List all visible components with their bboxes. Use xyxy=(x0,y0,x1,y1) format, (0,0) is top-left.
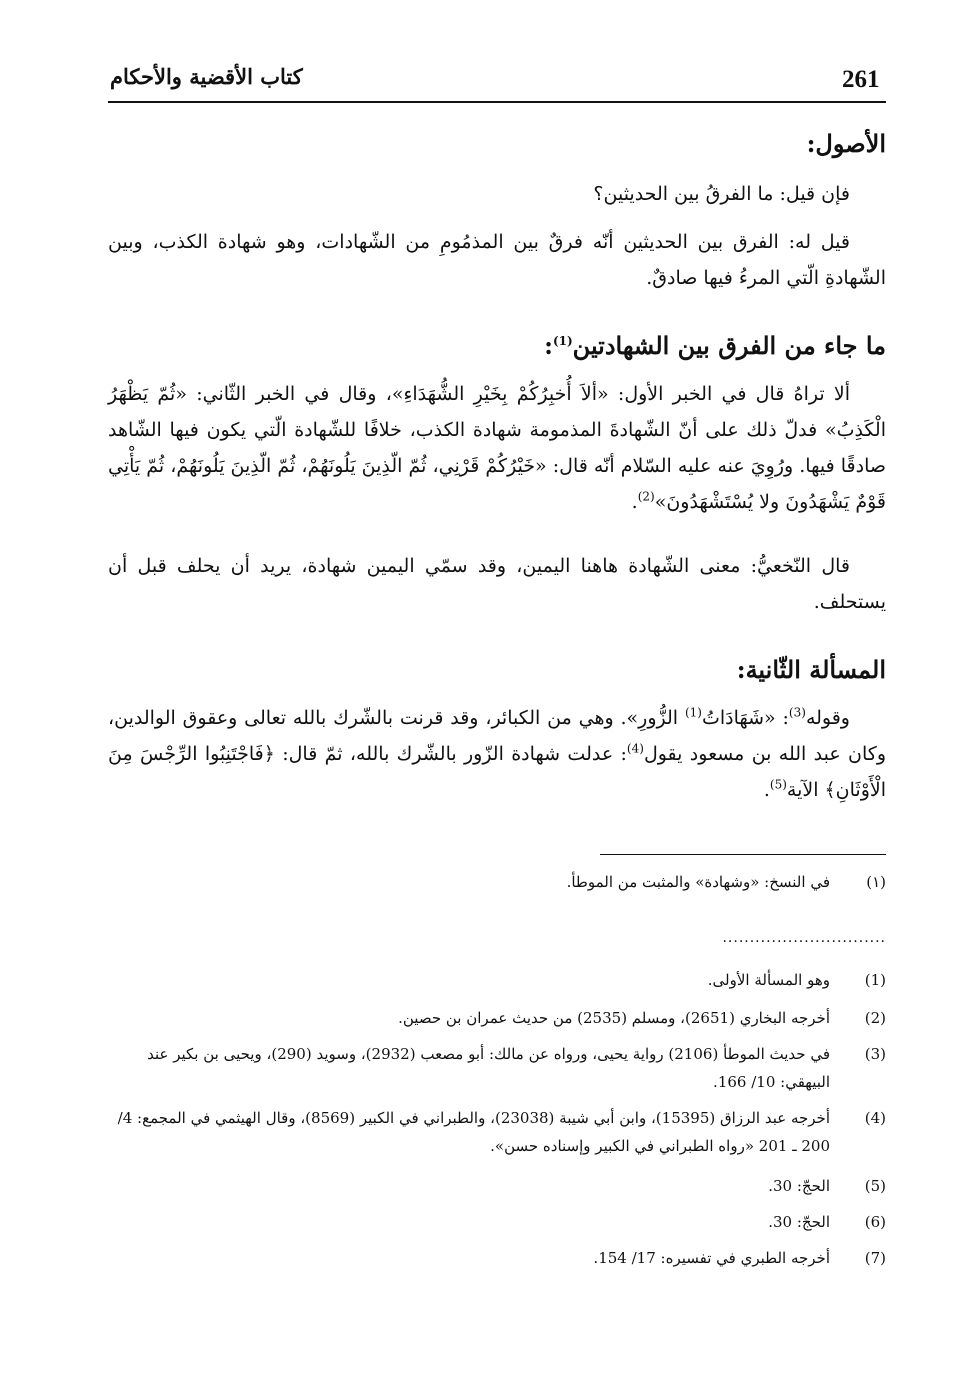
running-header-title: كتاب الأقضية والأحكام xyxy=(110,64,303,89)
footnote-ref: (3) xyxy=(788,705,806,720)
paragraph-answer: قيل له: الفرق بين الحديثين أنّه فرقٌ بين المذمُومِ من الشّهادات، وهو شهادة الكذب، وبين الشّهادةِ الّتي المرءُ فيها صادقٌ. xyxy=(108,231,886,289)
footnote-number: (7) xyxy=(864,1249,886,1267)
footnote-number: (1) xyxy=(864,971,886,989)
footnote-rule xyxy=(600,854,886,855)
footnote-number: (5) xyxy=(864,1177,886,1195)
dotted-separator: .............................. xyxy=(722,930,886,946)
footnote-text: أخرجه البخاري (2651)، ومسلم (2535) من حديث عمران بن حصين. xyxy=(398,1009,830,1027)
footnote-7 xyxy=(108,1244,886,1272)
footnote-ref: (5) xyxy=(769,777,787,792)
paragraph-question: فإن قيل: ما الفرقُ بين الحديثين؟ xyxy=(593,183,850,205)
footnote-number: (2) xyxy=(864,1009,886,1027)
text-run: . xyxy=(763,779,770,801)
footnote-text: أخرجه الطبري في تفسيره: 17/ 154. xyxy=(593,1249,830,1267)
text-run: : «شَهَادَاتُ xyxy=(701,707,789,729)
editor-note xyxy=(108,868,886,896)
paragraph-hadith xyxy=(108,376,886,520)
footnote-text: وهو المسألة الأولى. xyxy=(707,971,830,989)
footnote-1 xyxy=(108,966,886,994)
footnote-4 xyxy=(108,1104,886,1160)
footnote-number: (6) xyxy=(864,1213,886,1231)
text-run: الزُّورِ». وهي من الكبائر، وقد قرنت بالشّرك بالله تعالى وعقوق الوالدين، وكان عبد الله بن مسعود يقول xyxy=(108,707,886,765)
footnote-ref: (1) xyxy=(684,705,702,720)
section-heading-masala: المسألة الثّانية: xyxy=(736,655,886,684)
heading-colon: : xyxy=(544,331,553,360)
section-heading-farq xyxy=(108,328,886,364)
header-rule xyxy=(108,101,886,103)
paragraph-nakhai: قال النّخعيُّ: معنى الشّهادة هاهنا اليمين، وقد سمّي اليمين شهادة، يريد أن يحلف قبل أن يستحلف. xyxy=(108,555,886,613)
footnote-number: (١) xyxy=(866,873,886,891)
footnote-5 xyxy=(108,1172,886,1200)
paragraph-text: ألا تراهُ قال في الخبر الأول: «ألاَ أُخبِرُكُمْ بِخَيْرِ الشُّهَدَاءِ»، وقال في الخبر الثّاني: «ثُمّ يَظْهَرُ الْكَذِبُ» فدلّ ذلك على أنّ الشّهادةَ المذمومة شهادة الكذب، خلافًا للشّهادة الّتي يكون فيها الشّاهد صادقًا فيها. ورُوِيَ عنه عليه السّلام أنّه قال: «خَيْرُكُمْ قَرْنِي، ثُمّ الّذِينَ يَلُونَهُمْ، ثُمّ الّذِينَ يَلُونَهُمْ، ثُمّ يَأْتِي قَوْمٌ يَشْهَدُونَ ولا يُسْتَشْهَدُونَ» xyxy=(108,383,886,513)
footnote-text: الحجّ: 30. xyxy=(768,1177,830,1195)
footnote-3 xyxy=(108,1040,886,1096)
footnote-number: (3) xyxy=(864,1045,886,1063)
footnote-ref: (2) xyxy=(637,489,655,504)
text-run: وقوله xyxy=(805,707,850,729)
footnote-ref: (1) xyxy=(552,334,573,348)
footnote-text: الحجّ: 30. xyxy=(768,1213,830,1231)
footnote-ref: (4) xyxy=(626,741,644,756)
footnote-6 xyxy=(108,1208,886,1236)
section-heading-usul: الأصول: xyxy=(806,129,886,158)
footnote-text: أخرجه عبد الرزاق (15395)، وابن أبي شيبة (23038)، والطبراني في الكبير (8569)، وقال الهيثمي في المجمع: 4/ 200 ـ 201 «رواه الطبراني في الكبير وإسناده حسن». xyxy=(117,1109,830,1155)
paragraph-zur xyxy=(108,700,886,808)
page-number: 261 xyxy=(842,66,880,93)
footnote-number: (4) xyxy=(864,1109,886,1127)
footnote-2 xyxy=(108,1004,886,1032)
footnote-text: في النسخ: «وشهادة» والمثبت من الموطأ. xyxy=(566,873,830,891)
paragraph-end: . xyxy=(631,491,638,513)
text-run: : عدلت شهادة الزّور بالشّرك بالله، ثمّ قال: ﴿فَاجْتَنِبُوا الرِّجْسَ مِنَ الْأَوْثَانِ﴾ الآية xyxy=(108,743,886,801)
footnote-text: في حديث الموطأ (2106) رواية يحيى، ورواه عن مالك: أبو مصعب (2932)، وسويد (290)، ويحيى بن بكير عند البيهقي: 10/ 166. xyxy=(147,1045,830,1091)
heading-text: ما جاء من الفرق بين الشهادتين xyxy=(572,331,886,360)
